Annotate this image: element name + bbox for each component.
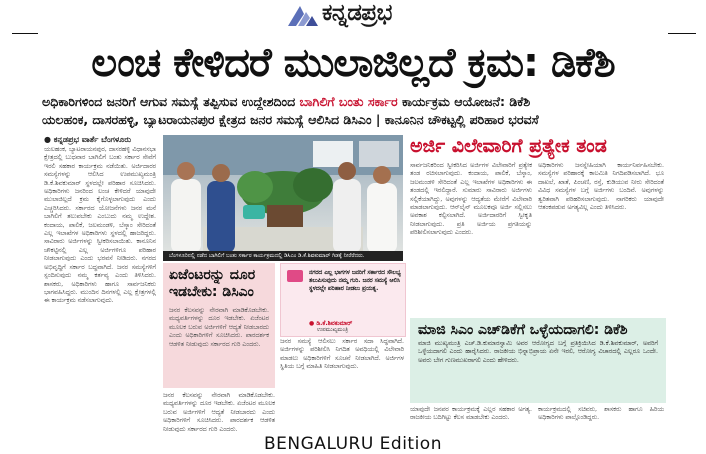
photo-caption: ಬೆಂಗಳೂರಿನಲ್ಲಿ ನಡೆದ ಬಾಗಿಲಿಗೆ ಬಂತು ಸರ್ಕಾರ ಕಾರ್ಯಕ್ರಮದಲ್ಲಿ ಡಿಸಿಎಂ ಡಿ.ಕೆ.ಶಿವಕುಮಾರ್ ಗಿಡಕ್ಕೆ ನೀರೆರೆದರು. (163, 251, 403, 261)
former-cm-column-b: ಕಾರ್ಯಕ್ರಮದಲ್ಲಿ ಸಚಿವರು, ಶಾಸಕರು ಹಾಗೂ ಹಿರಿಯ ಅಧಿಕಾರಿಗಳು ಪಾಲ್ಗೊಂಡಿದ್ದರು. (538, 406, 664, 422)
left-edge-rule (12, 33, 38, 34)
quote-box (280, 263, 406, 337)
quote-text: ನಗರದ ಎಲ್ಲ ಭಾಗಗಳ ಜನರಿಗೆ ಸರ್ಕಾರದ ಸೌಲಭ್ಯ ತಲುಪಿಸುವುದು ನಮ್ಮ ಗುರಿ. ಜನರ ಸಮಸ್ಯೆ ಆಲಿಸಿ ಸ್ಥಳದಲ್ಲೇ ಪರಿಹಾರ ನೀಡಲು ಪ್ರಯತ್ನ. (309, 270, 401, 293)
kannadaprabha-logo-icon (286, 2, 322, 28)
subhead-primary-start: ಅಧಿಕಾರಿಗಳಿಂದ ಜನರಿಗೆ ಆಗುವ ಸಮಸ್ಯೆ ತಪ್ಪಿಸುವ ಉದ್ದೇಶದಿಂದ (42, 94, 300, 109)
article-column-1: ಯಲಹಂಕ, ಬ್ಯಾಟರಾಯನಪುರ, ದಾಸರಹಳ್ಳಿ ವಿಧಾನಸಭಾ ಕ್ಷೇತ್ರದಲ್ಲಿ ಬುಧವಾರ ಬಾಗಿಲಿಗೆ ಬಂತು ಸರ್ಕಾರ ಸೇವೆಗೆ ಇರಲಿ ಸಹಕಾರ ಕಾರ್ಯಕ್ರಮ ನಡೆಯಿತು. ಅರ್ಜಿದಾರರ ಸಮಸ್ಯೆಗಳನ್ನು ಆಲಿಸಿದ ಉಪಮುಖ್ಯಮಂತ್ರಿ ಡಿ.ಕೆ.ಶಿವಕುಮಾರ್ ಸ್ಥಳದಲ್ಲೇ ಪರಿಹಾರ ಸೂಚಿಸಿದರು. ಅಧಿಕಾರಿಗಳು ಜನರಿಂದ ಲಂಚ ಕೇಳಿದರೆ ಯಾವುದೇ ಮುಲಾಜಿಲ್ಲದೆ ಕ್ರಮ ಕೈಗೊಳ್ಳಲಾಗುವುದು ಎಂದು ಎಚ್ಚರಿಸಿದರು. ಸರ್ಕಾರದ ಯೋಜನೆಗಳು ಜನರ ಮನೆ ಬಾಗಿಲಿಗೆ ತಲುಪಬೇಕು ಎಂಬುದು ನಮ್ಮ ಉದ್ದೇಶ. ಕಂದಾಯ, ಪಾಲಿಕೆ, ಜಲಮಂಡಳಿ, ಬೆಸ್ಕಾಂ ಸೇರಿದಂತೆ ಎಲ್ಲ ಇಲಾಖೆಗಳ ಅಧಿಕಾರಿಗಳು ಸ್ಥಳದಲ್ಲಿ ಹಾಜರಿದ್ದರು. ಸಾವಿರಾರು ಅರ್ಜಿಗಳನ್ನು ಸ್ವೀಕರಿಸಲಾಯಿತು. ಕಾನೂನಿನ ಚೌಕಟ್ಟಿನಲ್ಲಿ ಎಲ್ಲ ಅರ್ಜಿಗಳಿಗೂ ಪರಿಹಾರ ನೀಡಲಾಗುವುದು ಎಂದು ಭರವಸೆ ನೀಡಿದರು. ನಗರದ ಅಭಿವೃದ್ಧಿಗೆ ಸರ್ಕಾರ ಬದ್ಧವಾಗಿದೆ. ಜನರ ಸಮಸ್ಯೆಗಳಿಗೆ ಸ್ಪಂದಿಸುವುದು ನಮ್ಮ ಕರ್ತವ್ಯ ಎಂದು ತಿಳಿಸಿದರು. ಶಾಸಕರು, ಅಧಿಕಾರಿಗಳು ಹಾಗೂ ಸಾರ್ವಜನಿಕರು ಭಾಗವಹಿಸಿದ್ದರು. ಮುಂದಿನ ದಿನಗಳಲ್ಲಿ ಎಲ್ಲ ಕ್ಷೇತ್ರಗಳಲ್ಲಿ ಈ ಕಾರ್ಯಕ್ರಮ ನಡೆಸಲಾಗುವುದು. (44, 146, 156, 305)
former-cm-box-text: ಮಾಜಿ ಮುಖ್ಯಮಂತ್ರಿ ಎಚ್.ಡಿ.ಕುಮಾರಸ್ವಾಮಿ ಅವರ ಆರೋಗ್ಯದ ಬಗ್ಗೆ ಪ್ರತಿಕ್ರಿಯಿಸಿದ ಡಿ.ಕೆ.ಶಿವಕುಮಾರ್, ಅವರಿಗೆ ಒಳ್ಳೆಯದಾಗಲಿ ಎಂದು ಹಾರೈಸಿದರು. ರಾಜಕೀಯ ಭಿನ್ನಾಭಿಪ್ರಾಯ ಏನೇ ಇರಲಿ, ಆರೋಗ್ಯ ವಿಚಾರದಲ್ಲಿ ಎಲ್ಲರೂ ಒಂದೇ. ಅವರು ಬೇಗ ಗುಣಮುಖರಾಗಲಿ ಎಂದು ಹೇಳಿದರು. (418, 340, 658, 364)
masthead-title[interactable]: ಕನ್ನಡಪ್ರಭ (322, 0, 392, 26)
subhead-primary-end: ಕಾರ್ಯಕ್ರಮ ಆಯೋಜನೆ: ಡಿಕೆಶಿ (397, 94, 531, 109)
applications-box-title: ಅರ್ಜಿ ವಿಲೇವಾರಿಗೆ ಪ್ರತ್ಯೇಕ ತಂಡ (410, 135, 607, 157)
quote-author: ● ಡಿ.ಕೆ.ಶಿವಕುಮಾರ್ (309, 320, 353, 327)
quote-role: ಉಪಮುಖ್ಯಮಂತ್ರಿ (317, 327, 349, 333)
byline: ● ಕನ್ನಡಪ್ರಭ ವಾರ್ತೆ ಬೆಂಗಳೂರು (44, 135, 132, 144)
article-column-2c: ಜನರ ಕೆಲಸವನ್ನು ನೇರವಾಗಿ ಮಾಡಿಕೊಡಬೇಕು. ಮಧ್ಯವರ್ತಿಗಳನ್ನು ದೂರ ಇಡಬೇಕು. ಏಜೆಂಟರ ಮೂಲಕ ಬರುವ ಅರ್ಜಿಗಳಿಗೆ ಆದ್ಯತೆ ನೀಡಬಾರದು ಎಂದು ಅಧಿಕಾರಿಗಳಿಗೆ ಸೂಚಿಸಿದರು. ಪಾರದರ್ಶಕ ಆಡಳಿತ ನೀಡುವುದು ಸರ್ಕಾರದ ಗುರಿ ಎಂದರು. (163, 392, 275, 432)
applications-column-b: ಅಧಿಕಾರಿಗಳು ಜನಸ್ನೇಹಿಯಾಗಿ ಕಾರ್ಯನಿರ್ವಹಿಸಬೇಕು. ಸಮಸ್ಯೆಗಳ ಪರಿಹಾರಕ್ಕೆ ಕಾಲಮಿತಿ ನಿಗದಿಪಡಿಸಲಾಗಿದೆ. ಭೂ ದಾಖಲೆ, ಖಾತೆ, ಪಿಂಚಣಿ, ರಸ್ತೆ, ಕುಡಿಯುವ ನೀರು ಸೇರಿದಂತೆ ವಿವಿಧ ಸಮಸ್ಯೆಗಳ ಬಗ್ಗೆ ಅರ್ಜಿಗಳು ಬಂದಿವೆ. ಅವುಗಳನ್ನು ತ್ವರಿತವಾಗಿ ಪರಿಹರಿಸಲಾಗುವುದು. ನಾಗರಿಕರು ಯಾವುದೇ ಆತಂಕಪಡುವ ಅಗತ್ಯವಿಲ್ಲ ಎಂದು ತಿಳಿಸಿದರು. (538, 162, 664, 212)
event-photo (163, 135, 403, 253)
subhead-program-name: ಬಾಗಿಲಿಗೆ ಬಂತು ಸರ್ಕಾರ (299, 94, 398, 109)
subhead-secondary: ಯಲಹಂಕ, ದಾಸರಹಳ್ಳಿ, ಬ್ಯಾಟರಾಯನಪುರ ಕ್ಷೇತ್ರದ ಜನರ ಸಮಸ್ಯೆ ಆಲಿಸಿದ ಡಿಸಿಎಂ | ಕಾನೂನಿನ ಚೌಕಟ್ಟಲ್ಲಿ ಪರಿಹಾರ ಭರವಸೆ (42, 112, 539, 127)
photo-illustration (163, 135, 403, 253)
former-cm-column-a: ಯಾವುದೇ ಜನಪರ ಕಾರ್ಯಕ್ರಮಕ್ಕೆ ಎಲ್ಲರ ಸಹಕಾರ ಅಗತ್ಯ. ರಾಜಕೀಯ ಬದಿಗಿಟ್ಟು ಕೆಲಸ ಮಾಡಬೇಕು ಎಂದರು. (410, 406, 532, 422)
former-cm-box (410, 318, 666, 403)
agents-sidebar-title: ಏಜೆಂಟರನ್ನು ದೂರ ಇಡಬೇಕು: ಡಿಸಿಎಂ (169, 267, 256, 300)
agents-sidebar-text: ಜನರ ಕೆಲಸವನ್ನು ನೇರವಾಗಿ ಮಾಡಿಕೊಡಬೇಕು. ಮಧ್ಯವರ್ತಿಗಳನ್ನು ದೂರ ಇಡಬೇಕು. ಏಜೆಂಟರ ಮೂಲಕ ಬರುವ ಅರ್ಜಿಗಳಿಗೆ ಆದ್ಯತೆ ನೀಡಬಾರದು ಎಂದು ಅಧಿಕಾರಿಗಳಿಗೆ ಸೂಚಿಸಿದರು. ಪಾರದರ್ಶಕ ಆಡಳಿತ ನೀಡುವುದು ಸರ್ಕಾರದ ಗುರಿ ಎಂದರು. (169, 307, 269, 348)
masthead (0, 0, 706, 32)
quote-mark-icon (287, 270, 303, 282)
agents-sidebar-box (163, 263, 275, 388)
headline: ಲಂಚ ಕೇಳಿದರೆ ಮುಲಾಜಿಲ್ಲದೆ ಕ್ರಮ: ಡಿಕೆಶಿ (91, 40, 615, 86)
article-column-2b: ಜನರ ಸಮಸ್ಯೆ ಆಲಿಸಲು ಸರ್ಕಾರ ಸದಾ ಸಿದ್ಧವಾಗಿದೆ. ಅರ್ಜಿಗಳನ್ನು ಪರಿಶೀಲಿಸಿ ನಿಗದಿತ ಅವಧಿಯಲ್ಲಿ ವಿಲೇವಾರಿ ಮಾಡಲು ಅಧಿಕಾರಿಗಳಿಗೆ ಸೂಚನೆ ನೀಡಲಾಗಿದೆ. ಅರ್ಜಿಗಳ ಸ್ಥಿತಿಯ ಬಗ್ಗೆ ಮಾಹಿತಿ ನೀಡಲಾಗುವುದು. (280, 338, 404, 371)
right-edge-rule (668, 33, 696, 34)
former-cm-box-title: ಮಾಜಿ ಸಿಎಂ ಎಚ್‌ಡಿಕೆಗೆ ಒಳ್ಳೆಯದಾಗಲಿ: ಡಿಕೆಶಿ (418, 322, 628, 338)
edition-label: BENGALURU Edition (264, 434, 442, 454)
subhead-primary (42, 94, 664, 110)
applications-column-a: ಸಾರ್ವಜನಿಕರಿಂದ ಸ್ವೀಕರಿಸಿದ ಅರ್ಜಿಗಳ ವಿಲೇವಾರಿಗೆ ಪ್ರತ್ಯೇಕ ತಂಡ ರಚಿಸಲಾಗುವುದು. ಕಂದಾಯ, ಪಾಲಿಕೆ, ಬೆಸ್ಕಾಂ, ಜಲಮಂಡಳಿ ಸೇರಿದಂತೆ ಎಲ್ಲ ಇಲಾಖೆಗಳ ಅಧಿಕಾರಿಗಳು ಈ ತಂಡದಲ್ಲಿ ಇರಲಿದ್ದಾರೆ. ಸುಮಾರು ಸಾವಿರಾರು ಅರ್ಜಿಗಳು ಸಲ್ಲಿಕೆಯಾಗಿದ್ದು, ಅವುಗಳನ್ನು ಆದ್ಯತೆಯ ಮೇರೆಗೆ ವಿಲೇವಾರಿ ಮಾಡಲಾಗುವುದು. ಆನ್‌ಲೈನ್ ಮೂಲಕವೂ ಅರ್ಜಿ ಸಲ್ಲಿಸಲು ಅವಕಾಶ ಕಲ್ಪಿಸಲಾಗಿದೆ. ಅರ್ಜಿದಾರರಿಗೆ ಸ್ವೀಕೃತಿ ನೀಡಲಾಗುವುದು. ಪ್ರತಿ ಅರ್ಜಿಯ ಪ್ರಗತಿಯನ್ನು ಪರಿಶೀಲಿಸಲಾಗುವುದು ಎಂದರು. (410, 162, 532, 237)
newspaper-page (38, 38, 668, 433)
